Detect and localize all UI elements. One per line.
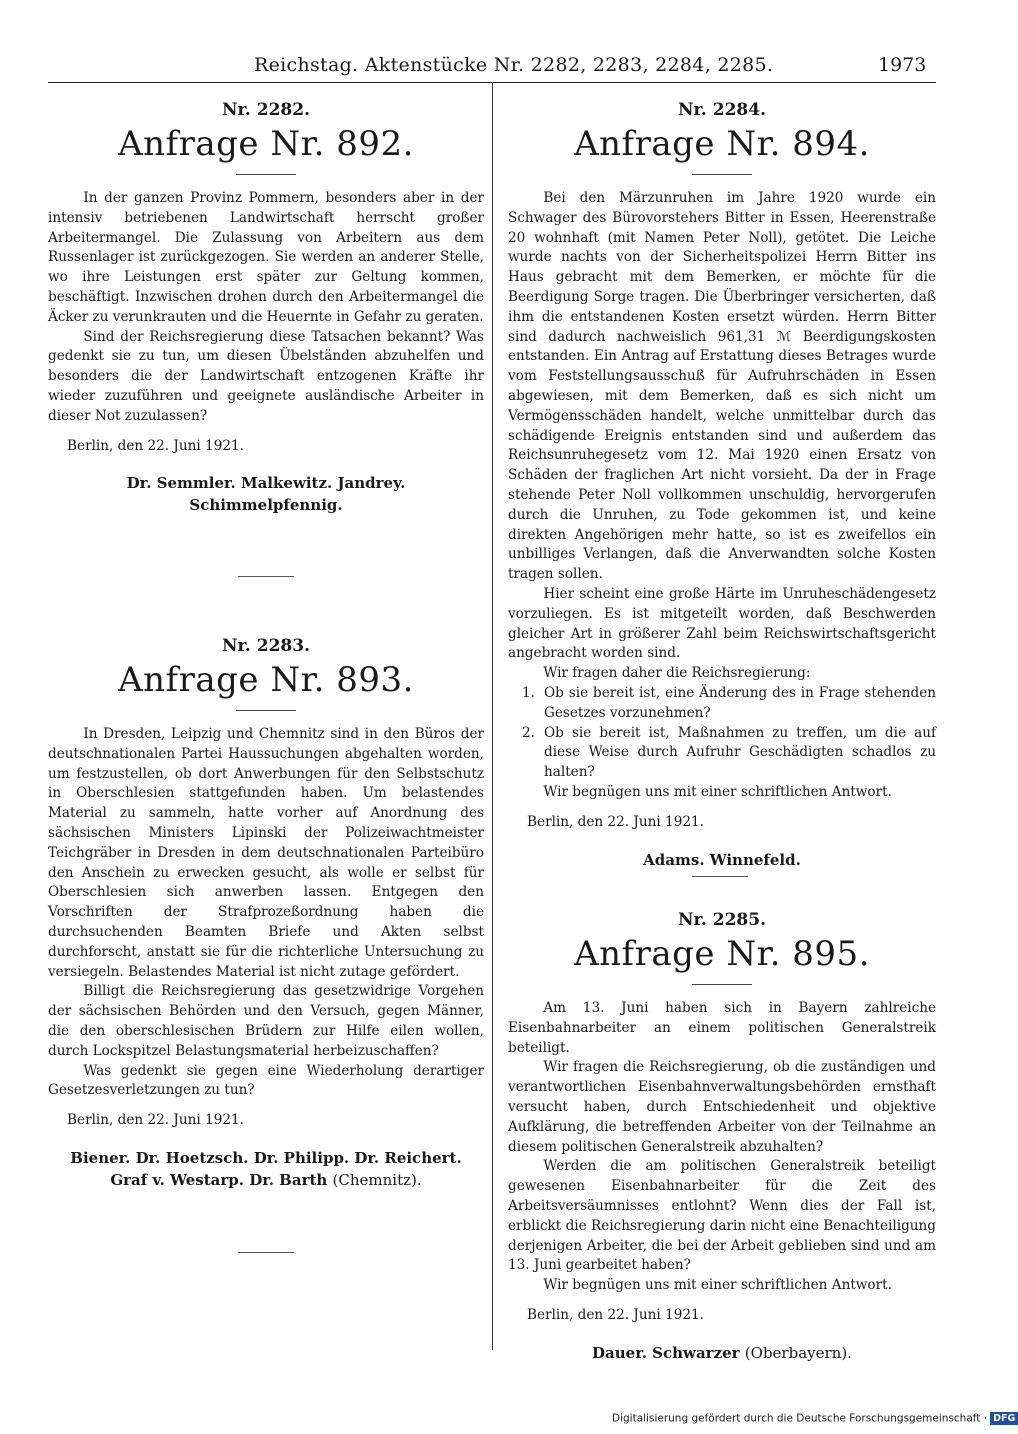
item-number: Nr. 2283.	[221, 636, 310, 656]
body-paragraph: Was gedenkt sie gegen eine Wiederholung derartiger Gesetzesverletzungen zu tun?	[48, 1062, 484, 1099]
closing-line: Wir begnügen uns mit einer schriftlichen Antwort.	[543, 783, 892, 800]
item-number: Nr. 2282.	[221, 100, 310, 120]
body-paragraph: Wir fragen daher die Reichsregierung:	[543, 665, 811, 682]
item-2283	[48, 636, 484, 1191]
body-paragraph: Billigt die Reichsregierung das gesetzwidrige Vorgehen der sächsischen Behörden und den Versuch, gegen Männer, die den oberschlesischen Brüdern zur Hilfe eilen wollen, durch Lockspitzel Belastungsmaterial herbeizuschaffen?	[48, 983, 484, 1059]
signature-line: Adams. Winnefeld.	[643, 850, 801, 869]
dateline: Berlin, den 22. Juni 1921.	[527, 813, 704, 830]
signatures	[508, 1342, 936, 1364]
signatures	[48, 472, 484, 516]
signatures	[48, 1147, 484, 1191]
section-separator	[238, 576, 294, 577]
signature-line: Schimmelpfennig.	[189, 496, 343, 515]
running-head: Reichstag. Aktenstücke Nr. 2282, 2283, 2284, 2285.	[254, 54, 774, 76]
dateline: Berlin, den 22. Juni 1921.	[67, 1112, 244, 1129]
question-number: 2.	[522, 724, 535, 741]
question-number: 1.	[522, 684, 535, 701]
body-paragraph: Am 13. Juni haben sich in Bayern zahlreiche Eisenbahnarbeiter an einem politischen Generalstreik beteiligt.	[508, 1000, 936, 1056]
page-number: 1973	[878, 54, 927, 76]
list-item	[508, 724, 936, 783]
dfg-logo: DFG	[990, 1412, 1018, 1425]
dateline: Berlin, den 22. Juni 1921.	[527, 1306, 704, 1323]
question-text: Ob sie bereit ist, eine Änderung des in Frage stehenden Gesetzes vorzunehmen?	[544, 684, 936, 721]
title-rule	[236, 710, 296, 711]
footer-credit	[612, 1412, 1018, 1425]
item-2284	[508, 100, 936, 871]
section-separator	[238, 1252, 294, 1253]
list-item	[508, 684, 936, 724]
body-paragraph: Hier scheint eine große Härte im Unruheschädengesetz vorzuliegen. Es ist mitgeteilt worden, daß Beschwerden gleicher Art in größerer Zahl beim Reichswirtschaftsgericht angebracht worden sind.	[508, 585, 936, 662]
item-title: Anfrage Nr. 892.	[118, 124, 414, 164]
signature-line: Graf v. Westarp. Dr. Barth	[110, 1170, 328, 1189]
body-paragraph: Werden die am politischen Generalstreik beteiligt gewesenen Eisenbahnarbeiter für die Zeit des Arbeitsversäumnisses entlohnt? Wenn dies der Fall ist, erblickt die Reichsregierung darin nicht eine Benachteiligung derjenigen Arbeiter, die bei der Arbeit geblieben sind und am 13. Juni gearbeitet haben?	[508, 1158, 936, 1274]
footer-text: Digitalisierung gefördert durch die Deutsche Forschungsgemeinschaft ·	[612, 1412, 988, 1425]
item-title: Anfrage Nr. 895.	[574, 934, 870, 974]
title-rule	[692, 174, 752, 175]
signature-note: (Chemnitz).	[332, 1170, 422, 1189]
title-rule	[236, 174, 296, 175]
body-paragraph: In Dresden, Leipzig und Chemnitz sind in den Büros der deutschnationalen Partei Haussuchungen abgehalten worden, um festzustellen, ob dort Anwerbungen für den Selbstschutz in Oberschlesien stattgefunden haben. Um belastendes Material zu sammeln, hatte vorher auf Anordnung des sächsischen Ministers Lipinski der Polizeiwachtmeister Teichgräber in Dresden in dem deutschnationalen Parteibüro den Anschein zu erwecken gesucht, als wolle er selbst für Oberschlesien sich anwerben lassen. Entgegen den Vorschriften der Strafprozeßordnung haben die durchsuchenden Beamten Briefe und Akten selbst durchforscht, anstatt sie für die richterliche Untersuchung zu versiegeln. Belastendes Material ist nicht zutage gefördert.	[48, 726, 484, 980]
question-text: Ob sie bereit ist, Maßnahmen zu treffen, um die auf diese Weise durch Aufruhr Geschädigten schadlos zu halten?	[544, 724, 936, 781]
closing-line: Wir begnügen uns mit einer schriftlichen Antwort.	[543, 1277, 892, 1294]
question-list	[508, 684, 936, 783]
dateline: Berlin, den 22. Juni 1921.	[67, 437, 244, 454]
body-paragraph: Wir fragen die Reichsregierung, ob die zuständigen und verantwortlichen Eisenbahnverwaltungsbehörden ernsthaft versucht haben, durch Entschiedenheit und objektive Aufklärung, die betreffenden Arbeiter von der Teilnahme an diesem politischen Generalstreik abzuhalten?	[508, 1059, 936, 1155]
title-rule	[692, 984, 752, 985]
signatures	[508, 849, 936, 871]
signature-line: Dauer. Schwarzer	[592, 1343, 740, 1362]
body-paragraph: Sind der Reichsregierung diese Tatsachen bekannt? Was gedenkt sie zu tun, um diesen Übelständen abzuhelfen und besonders die der Landwirtschaft entzogenen Kräfte ihr wieder zuzuführen und geeignete ausländische Arbeiter in dieser Not zuzulassen?	[48, 328, 484, 424]
signature-line: Biener. Dr. Hoetzsch. Dr. Philipp. Dr. Reichert.	[70, 1148, 462, 1167]
signature-note: (Oberbayern).	[744, 1343, 852, 1362]
signature-line: Dr. Semmler. Malkewitz. Jandrey.	[126, 474, 406, 493]
item-number: Nr. 2284.	[677, 100, 766, 120]
item-number: Nr. 2285.	[677, 910, 766, 930]
item-2285	[508, 910, 936, 1364]
body-paragraph: Bei den Märzunruhen im Jahre 1920 wurde ein Schwager des Bürovorstehers Bitter in Essen, Heerenstraße 20 wohnhaft (mit Namen Peter Noll), getötet. Die Leiche wurde nachts von der Sicherheitspolizei Herrn Bitter ins Haus gebracht mit dem Bemerken, er möchte für die Beerdigung Sorge tragen. Die Überbringer versicherten, daß ihm die entstandenen Kosten ersetzt würden. Herrn Bitter sind dadurch nachweislich 961,31 ℳ Beerdigungskosten entstanden. Ein Antrag auf Erstattung dieses Betrages wurde vom Feststellungsausschuß für Aufruhrschäden in Essen abgewiesen, mit dem Bemerken, daß es sich nicht um Vermögensschäden handelt, welche unmittelbar durch das schädigende Ereignis entstanden sind und außerdem das Reichsunruhegesetz vom 12. Mai 1920 einen Ersatz von Schäden der fraglichen Art nicht vorsieht. Da der in Frage stehende Peter Noll vollkommen unschuldig, hervorgerufen durch die Unruhen, zu Tode gekommen ist, und keine direkten Angehörigen mehr hatte, so ist es zweifellos ein unbilliges Verlangen, daß die Anverwandten solche Kosten tragen sollen.	[508, 190, 936, 583]
column-divider	[492, 82, 493, 1350]
item-2282	[48, 100, 484, 516]
item-title: Anfrage Nr. 893.	[118, 660, 414, 700]
item-title: Anfrage Nr. 894.	[574, 124, 870, 164]
body-paragraph: In der ganzen Provinz Pommern, besonders aber in der intensiv betriebenen Landwirtschaft herrscht großer Arbeitermangel. Die Zulassung von Arbeitern aus dem Russenlager ist zurückgezogen. Sie werden an anderer Stelle, wo ihre Leistungen erst später zur Geltung kommen, beschäftigt. Inzwischen drohen durch den Arbeitermangel die Äcker zu verunkrauten und die Heuernte in Gefahr zu geraten.	[48, 190, 484, 325]
section-separator	[692, 876, 748, 877]
